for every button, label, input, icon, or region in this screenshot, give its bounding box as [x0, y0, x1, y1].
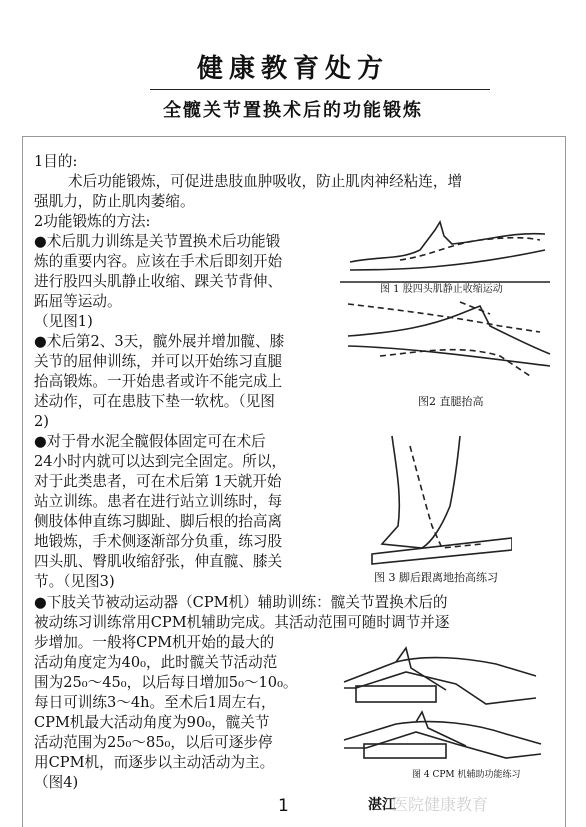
bullet1-line: （见图1) — [34, 313, 93, 330]
section1-heading: 1目的: — [34, 153, 78, 170]
bullet3-line: ●对于骨水泥全髋假体固定可在术后 — [34, 433, 266, 450]
bullet3-line: 侧肢体伸直练习脚趾、脚后根的抬高离 — [34, 513, 283, 530]
bullet3-line: 四头肌、臀肌收缩舒张，伸直髋、膝关 — [34, 553, 283, 570]
bullet4-line: 每日可训练3～4h。至术后1周左右， — [34, 694, 276, 711]
bullet3-line: 节。（见图3) — [34, 573, 115, 590]
page-title: 健康教育处方 — [196, 54, 389, 84]
bullet4-line: 被动练习训练常用CPM机辅助完成。其活动范围可随时调节并逐 — [34, 614, 450, 631]
footer-org: 湛江 — [368, 797, 396, 813]
bullet1-line: 跖屈等运动。 — [34, 293, 122, 310]
bullet1-line: 进行股四头肌静止收缩、踝关节背伸、 — [34, 273, 283, 290]
bullet3-line: 站立训练。患者在进行站立训练时，每 — [34, 493, 283, 510]
bullet4-line: 围为25₀～45₀，以后每日增加5₀～10₀。 — [34, 674, 298, 691]
page-subtitle: 全髋关节置换术后的功能锻炼 — [163, 100, 423, 121]
bullet4-line: 活动范围为25₀～85₀，以后可逐步停 — [34, 734, 273, 751]
figure4-caption: 图 4 CPM 机辅助功能练习 — [412, 770, 521, 780]
figure2-caption: 图2 直腿抬高 — [418, 395, 484, 408]
bullet4-line: （图4) — [34, 774, 79, 791]
figure4-illustration — [336, 628, 548, 764]
figure2-illustration — [340, 296, 555, 388]
figure3-caption: 图 3 脚后跟离地抬高练习 — [374, 571, 498, 584]
bullet4-line: ●下肢关节被动运动器（CPM机）辅助训练：髋关节置换术后的 — [34, 594, 448, 611]
section1-line: 强肌力，防止肌肉萎缩。 — [34, 193, 195, 210]
bullet3-line: 24小时内就可以达到完全固定。所以， — [34, 453, 287, 470]
section2-heading: 2功能锻炼的方法: — [34, 213, 151, 230]
bullet2-line: 述动作，可在患肢下垫一软枕。（见图 — [34, 393, 275, 410]
bullet3-line: 对于此类患者，可在术后第 1天就开始 — [34, 473, 282, 490]
page-number: 1 — [278, 796, 289, 816]
figure1-illustration — [340, 210, 550, 290]
watermark: 医院健康教育 — [392, 795, 489, 814]
bullet2-line: ●术后第2、3天，髋外展并增加髋、膝 — [34, 333, 285, 350]
bullet1-line: ●术后肌力训练是关节置换术后功能锻 — [34, 233, 281, 250]
bullet1-line: 炼的重要内容。应该在手术后即刻开始 — [34, 253, 283, 270]
bullet4-line: 活动角度定为40₀，此时髋关节活动范 — [34, 654, 278, 671]
figure3-illustration — [362, 426, 512, 566]
bullet3-line: 地锻炼，手术侧逐渐部分负重，练习股 — [34, 533, 283, 550]
section1-line: 术后功能锻炼，可促进患肢血肿吸收，防止肌肉神经粘连，增 — [68, 173, 463, 190]
bullet2-line: 2) — [34, 413, 49, 430]
figure1-caption: 图 1 股四头肌静止收缩运动 — [380, 284, 503, 295]
bullet4-line: 步增加。一般将CPM机开始的最大的 — [34, 634, 275, 651]
bullet4-line: CPM机最大活动角度为90₀，髋关节 — [34, 714, 270, 731]
bullet4-line: 用CPM机，而逐步以主动活动为主。 — [34, 754, 275, 771]
title-divider — [150, 89, 490, 90]
bullet2-line: 关节的屈伸训练，并可以开始练习直腿 — [34, 353, 283, 370]
bullet2-line: 抬高锻炼。一开始患者或许不能完成上 — [34, 373, 283, 390]
